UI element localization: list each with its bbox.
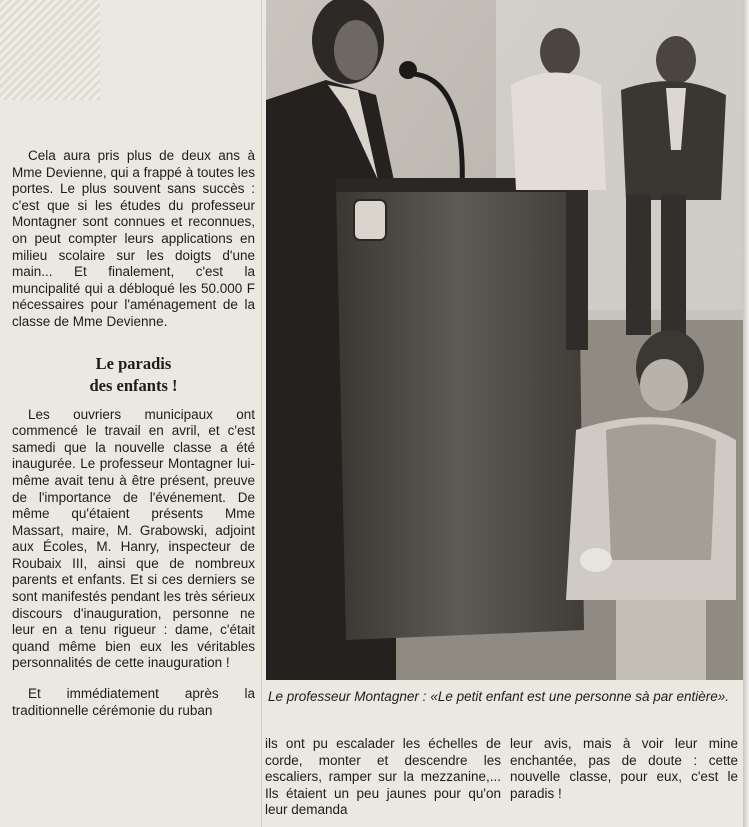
article-column-middle: [265, 736, 501, 819]
page-fold-edge: [743, 0, 749, 827]
caption-lead: Le professeur Montagner :: [268, 689, 427, 704]
intro-paragraph: Cela aura pris plus de deux ans à Mme Devienne, qui a frappé à toutes les portes. Le plus souvent sans succès : c'est que si les études du professeur Montagner sont connues et reconnues, on peut compter leurs applications en milieu scolaire sur les doigts d'une main... Et finalement, c'est la muncipalité qui a débloqué les 50.000 F nécessaires pour l'aménagement de la classe de Mme Devienne.: [12, 148, 255, 329]
article-column-right: [510, 736, 738, 802]
caption-quote: «Le petit enfant est une personne sà par entière».: [430, 689, 730, 704]
subheading-line-2: des enfants !: [89, 375, 178, 395]
body-paragraph-2: Et immédiatement après la traditionnelle cérémonie du ruban: [12, 686, 255, 718]
news-photo: [266, 0, 744, 680]
article-column-left: [12, 148, 255, 719]
page-bottom-edge: [0, 806, 260, 827]
photo-illustration: [266, 0, 744, 680]
subheading-line-1: Le paradis: [95, 353, 172, 373]
body-paragraph-4: leur avis, mais à voir leur mine enchantée, pas de doute : cette nouvelle classe, pour eux, c'est le paradis !: [510, 736, 738, 801]
body-paragraph-1: Les ouvriers municipaux ont commencé le travail en avril, et c'est samedi que la nouvelle classe a été inaugurée. Le professeur Montagner lui-même avait tenu à être présent, preuve de l'importance de l'événement. De même qu'étaient présents Mme Massart, maire, M. Grabowski, adjoint aux Écoles, M. Hanry, inspecteur de Roubaix III, ainsi que de nombreux parents et enfants. Et si ces derniers se sont manifestés pendant les très sérieux discours d'inauguration, personne ne leur en a tenu rigueur : dame, c'était quand même bien eux les véritables personnalités de cette inauguration !: [12, 406, 255, 671]
photo-caption: [268, 688, 743, 705]
subheading: [12, 353, 255, 397]
torn-corner: [0, 0, 100, 100]
column-gutter: [261, 0, 262, 827]
body-paragraph-3: ils ont pu escalader les échelles de corde, monter et descendre les escaliers, ramper sur la mezzanine,... Ils étaient un peu jaunes pour qu'on leur demanda: [265, 736, 501, 818]
